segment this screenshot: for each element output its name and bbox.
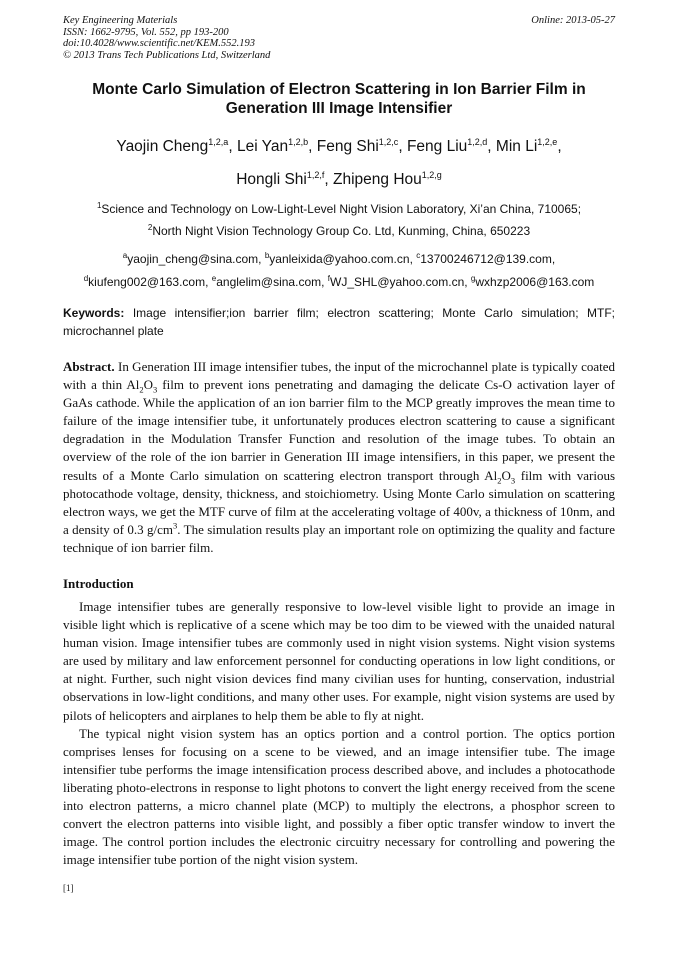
abstract-text: . The simulation results play an important role on optimizing the quality and facture technique of ion barrier film. — [63, 521, 615, 555]
affiliation-text: Science and Technology on Low-Light-Level Night Vision Laboratory, Xi’an China, 710065; — [101, 202, 582, 216]
keywords-text: Image intensifier;ion barrier film; electron scattering; Monte Carlo simulation; MTF; microchannel plate — [63, 306, 615, 338]
email-link[interactable]: kiufeng002@163.com — [88, 275, 206, 289]
author-sup: 1,2,a — [208, 137, 229, 147]
keywords-label: Keywords: — [63, 306, 125, 320]
author-line-1: Yaojin Cheng$^{1,2,a}$, Lei Yan$^{1,2,b}$, Feng Shi$^{1,2,c}$, Feng Liu$^{1,2,d}$, Min Li$^{1,2,e}$, — [116, 137, 562, 156]
author-name: Min Li — [495, 138, 538, 156]
email-list — [63, 246, 615, 292]
author-name: Yaojin Cheng — [116, 138, 209, 156]
email-sup: g — [470, 274, 476, 283]
author-name: Feng Liu — [406, 138, 468, 156]
issn-line: ISSN: 1662-9795, Vol. 552, pp 193-200 — [63, 26, 229, 38]
author-name: Zhipeng Hou — [333, 171, 422, 189]
email-sup: a — [122, 251, 128, 260]
paragraph: The typical night vision system has an optics portion and a control portion. The optics portion comprises lenses for focusing on a scene to be viewed, and an image intensifier tube. The image intensifier tube performs the image intensification process described above, and includes a photocathode liberating photo-electrons in response to light photons to convert the light energy received from the scene into electron patterns, a micro channel plate (MCP) to multiply the electrons, a phosphor screen to convert the electron patterns into visible light, and possibly a fiber optic transfer window to invert the image. The control portion includes the electronic circuitry necessary for controlling and powering the image intensifier tube portion of the night vision system. — [63, 725, 615, 868]
doi-line: doi:10.4028/www.scientific.net/KEM.552.193 — [63, 38, 255, 49]
abstract-text: In Generation III image intensifier tubes, the input of the microchannel plate is typically coated with a thin Al — [63, 359, 616, 393]
author-list — [63, 128, 615, 194]
email-link[interactable]: 13700246712@139.com — [420, 252, 552, 266]
email-link[interactable]: wxhzp2006@163.com — [475, 275, 595, 289]
journal-name: Key Engineering Materials — [63, 15, 178, 26]
abstract-block — [63, 358, 615, 557]
abstract-subscript: 2 — [139, 384, 144, 395]
abstract-subscript: 3 — [153, 384, 158, 395]
abstract-text: O — [501, 467, 511, 483]
author-sup: 1,2,c — [378, 137, 399, 147]
abstract-superscript: 3 — [172, 520, 178, 531]
affiliation-text: North Night Vision Technology Group Co. Ltd, Kunming, China, 650223 — [152, 224, 531, 238]
journal-header — [63, 15, 270, 61]
reference-marker[interactable]: [1] — [63, 883, 74, 893]
abstract-text: film to prevent ions penetrating and damaging the delicate Cs-O activation layer of GaAs cathode. While the application of an ion barrier film to the MCP greatly improves the mean time to failure of the image intensifier tube, it unfortunately produces electron scattering to cause a significant degradation in the Modulation Transfer Function and resolution of the image tubes. To obtain an overview of the role of the ion barrier in Generation III image intensifiers, in this paper, we present the results of a Monte Carlo simulation on scattering electron transport through Al — [63, 377, 616, 483]
abstract-label: Abstract. — [63, 359, 115, 374]
email-link[interactable]: WJ_SHL@yahoo.com.cn — [330, 275, 465, 289]
email-sup: b — [264, 251, 270, 260]
email-sup: e — [211, 274, 217, 283]
abstract-text: O — [143, 377, 154, 393]
author-sup: 1,2,f — [306, 170, 325, 181]
affiliation-2 — [63, 220, 615, 239]
author-name: Feng Shi — [316, 138, 379, 156]
email-sup: c — [416, 251, 421, 260]
abstract-subscript: 2 — [497, 475, 502, 486]
paragraph: Image intensifier tubes are generally responsive to low-level visible light to provide an image in visible light which is replicative of a scene which may be too dim to be viewed with the unaided natural human vision. Image intensifier tubes are commonly used in night vision systems. Night vision systems are used by military and law enforcement personnel for conducting operations in low light conditions, or at night. Further, such night vision devices find many civilian uses for hunting, conservation, industrial observations in low-light conditions, and many other uses. For example, night vision systems are used by pilots of helicopters and airplanes to help them be able to fly at night. — [63, 599, 615, 723]
introduction-body — [63, 598, 615, 869]
author-name: Lei Yan — [236, 138, 289, 156]
online-date: Online: 2013-05-27 — [531, 15, 615, 26]
author-sup: 1,2,g — [421, 170, 442, 181]
author-line-2: Hongli Shi$^{1,2,f}$, Zhipeng Hou$^{1,2,g}$ — [236, 170, 442, 189]
author-sup: 1,2,b — [288, 137, 309, 147]
email-sup: d — [83, 274, 89, 283]
copyright-line: © 2013 Trans Tech Publications Ltd, Switzerland — [63, 49, 271, 61]
paper-title: Monte Carlo Simulation of Electron Scattering in Ion Barrier Film in Generation III Image Intensifier — [92, 81, 586, 117]
author-name: Hongli Shi — [236, 171, 307, 189]
keywords-block — [63, 304, 615, 340]
author-sup: 1,2,d — [467, 137, 488, 147]
author-sup: 1,2,e — [537, 137, 558, 147]
email-link[interactable]: yanleixida@yahoo.com.cn — [269, 252, 410, 266]
abstract-text: film with various photocathode voltage, density, thickness, and stoichiometry. Using Monte Carlo simulation on scattering electron ways, we get the MTF curve of film at the accelerating voltage of 400v, a thickness of 10nm, and a density of 0.3 g/cm — [63, 467, 616, 537]
email-line-1: $^a$yaojin_cheng@sina.com, $^b$yanleixida@yahoo.com.cn, $^c$13700246712@139.com, — [122, 251, 556, 266]
affiliation-1 — [63, 198, 615, 217]
affiliation-sup: 1 — [96, 201, 102, 210]
abstract-subscript: 3 — [510, 475, 516, 486]
email-link[interactable]: yaojin_cheng@sina.com — [127, 252, 259, 266]
email-link[interactable]: anglelim@sina.com — [216, 275, 322, 289]
section-heading-introduction: Introduction — [63, 576, 134, 591]
email-line-2: $^d$kiufeng002@163.com, $^e$anglelim@sina.com, $^f$WJ_SHL@yahoo.com.cn, $^g$wxhzp2006@163.com — [83, 274, 595, 289]
affiliation-sup: 2 — [147, 223, 153, 232]
email-sup: f — [327, 274, 331, 283]
